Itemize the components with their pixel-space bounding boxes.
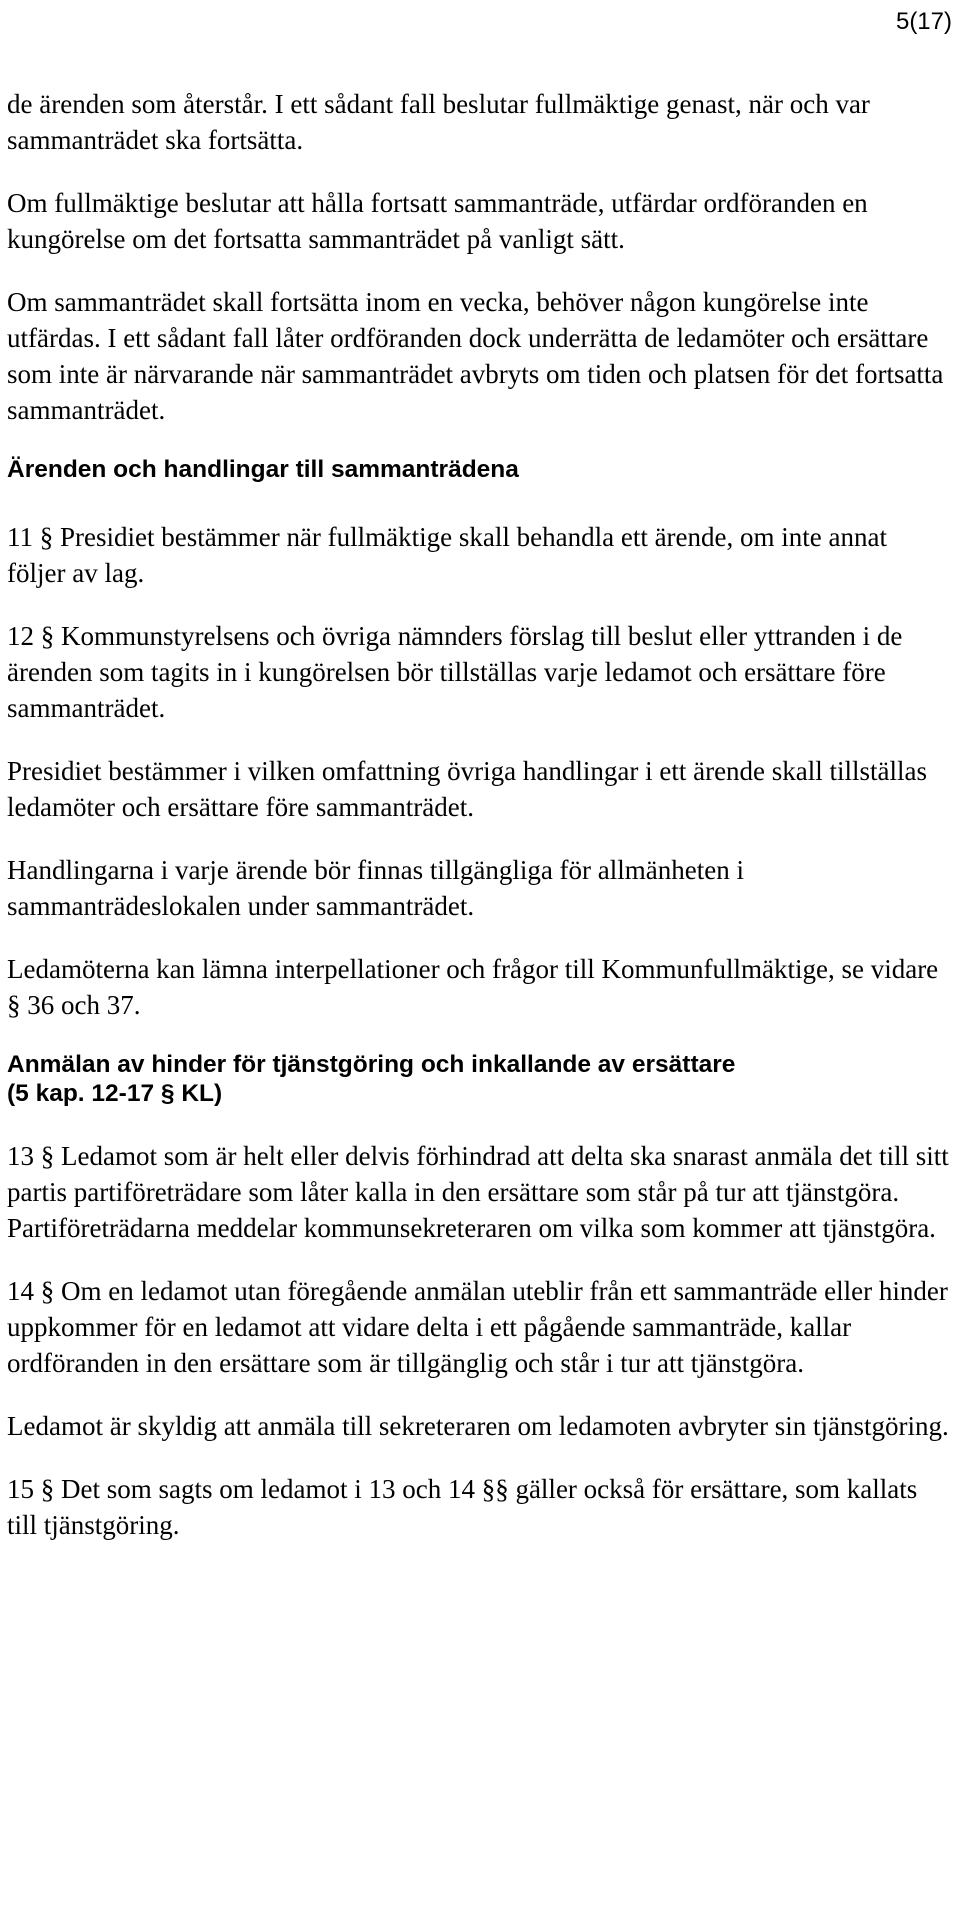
section-heading-matters-documents: Ärenden och handlingar till sammanträdena bbox=[7, 456, 519, 483]
paragraph-meeting-continuation: de ärenden som återstår. I ett sådant fall beslutar fullmäktige genast, när och var sammanträdet ska fortsätta. bbox=[7, 89, 870, 155]
section-text: Presidiet bestämmer när fullmäktige skall behandla ett ärende, om inte annat följer av lag. bbox=[7, 522, 887, 588]
section-number: 15 § bbox=[7, 1474, 55, 1504]
page-number: 5(17) bbox=[895, 8, 952, 35]
section-heading-absence-substitutes bbox=[7, 1050, 952, 1108]
section-number: 14 § bbox=[7, 1276, 55, 1306]
paragraph-report-interruption: Ledamot är skyldig att anmäla till sekreteraren om ledamoten avbryter sin tjänstgöring. bbox=[7, 1411, 949, 1441]
section-text: Om en ledamot utan föregående anmälan uteblir från ett sammanträde eller hinder uppkommer för en ledamot att vidare delta i ett pågående sammanträde, kallar ordföranden in den ersättare som är tillgänglig och står i tur att tjänstgöra. bbox=[7, 1276, 948, 1378]
heading-line: Anmälan av hinder för tjänstgöring och inkallande av ersättare bbox=[7, 1051, 736, 1078]
document-body bbox=[7, 86, 952, 1570]
paragraph-public-availability: Handlingarna i varje ärende bör finnas tillgängliga för allmänheten i sammanträdeslokalen under sammanträdet. bbox=[7, 855, 744, 921]
section-text: Ledamot som är helt eller delvis förhindrad att delta ska snarast anmäla det till sitt partis partiföreträdare som låter kalla in den ersättare som står på tur att tjänstgöra. Partiföreträdarna meddelar kommunsekreteraren om vilka som kommer att tjänstgöra. bbox=[7, 1141, 949, 1243]
section-number: 12 § bbox=[7, 621, 55, 651]
heading-line-reference: (5 kap. 12-17 § KL) bbox=[7, 1080, 223, 1107]
section-12 bbox=[7, 618, 952, 726]
section-text: Det som sagts om ledamot i 13 och 14 §§ gäller också för ersättare, som kallats till tjänstgöring. bbox=[7, 1474, 918, 1540]
section-11 bbox=[7, 519, 952, 591]
paragraph-presidium-documents: Presidiet bestämmer i vilken omfattning övriga handlingar i ett ärende skall tillställas ledamöter och ersättare före sammanträdet. bbox=[7, 756, 928, 822]
section-number: 11 § bbox=[7, 522, 54, 552]
section-number: 13 § bbox=[7, 1141, 55, 1171]
paragraph-within-week: Om sammanträdet skall fortsätta inom en vecka, behöver någon kungörelse inte utfärdas. I ett sådant fall låter ordföranden dock underrätta de ledamöter och ersättare som inte är närvarande när sammanträdet avbryts om tiden och platsen för det fortsatta sammanträdet. bbox=[7, 287, 944, 425]
section-15 bbox=[7, 1471, 952, 1543]
paragraph-interpellations: Ledamöterna kan lämna interpellationer och frågor till Kommunfullmäktige, se vidare § 36 och 37. bbox=[7, 954, 939, 1020]
section-13 bbox=[7, 1138, 952, 1246]
section-14 bbox=[7, 1273, 952, 1381]
section-text: Kommunstyrelsens och övriga nämnders förslag till beslut eller yttranden i de ärenden som tagits in i kungörelsen bör tillställas varje ledamot och ersättare före sammanträdet. bbox=[7, 621, 903, 723]
paragraph-continued-meeting-notice: Om fullmäktige beslutar att hålla fortsatt sammanträde, utfärdar ordföranden en kungörelse om det fortsatta sammanträdet på vanligt sätt. bbox=[7, 188, 868, 254]
